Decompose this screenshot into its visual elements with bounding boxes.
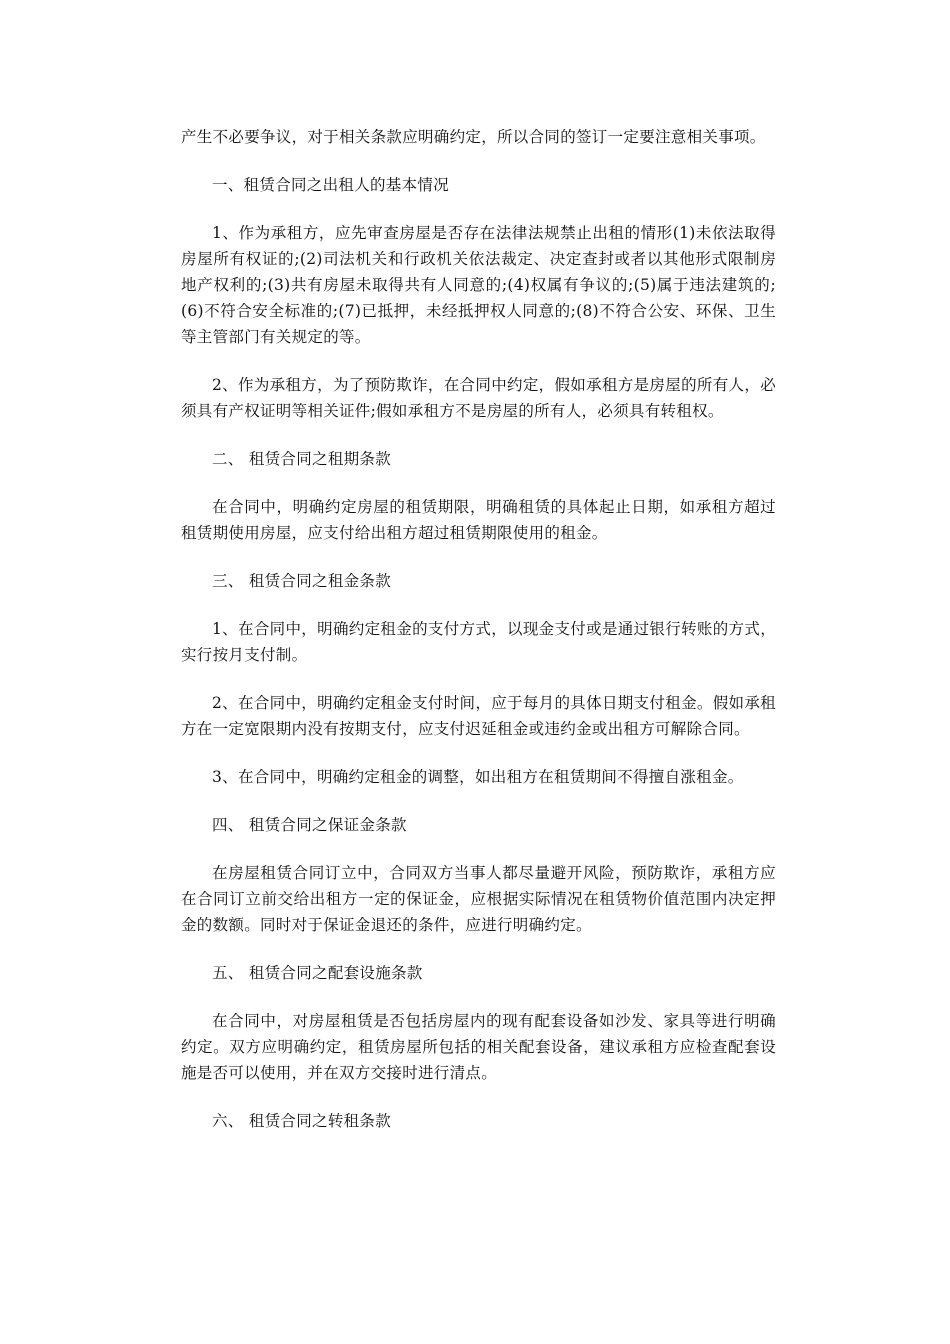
section-heading-3: 三、 租赁合同之租金条款 <box>212 572 392 590</box>
section-heading-4: 四、 租赁合同之保证金条款 <box>212 816 407 834</box>
body-paragraph: 在合同中，对房屋租赁是否包括房屋内的现有配套设备如沙发、家具等进行明确约定。双方应明确约定，租赁房屋所包括的相关配套设备，建议承租方应检查配套设施是否可以使用，并在双方交接时进行清点。 <box>181 1012 776 1082</box>
body-paragraph: 在合同中，明确约定房屋的租赁期限，明确租赁的具体起止日期，如承租方超过租赁期使用房屋，应支付给出租方超过租赁期限使用的租金。 <box>181 498 776 542</box>
body-paragraph: 2、在合同中，明确约定租金支付时间，应于每月的具体日期支付租金。假如承租方在一定宽限期内没有按期支付，应支付迟延租金或违约金或出租方可解除合同。 <box>181 694 776 738</box>
body-paragraph: 2、作为承租方，为了预防欺诈，在合同中约定，假如承租方是房屋的所有人，必须具有产权证明等相关证件;假如承租方不是房屋的所有人，必须具有转租权。 <box>181 376 776 420</box>
body-paragraph: 在房屋租赁合同订立中，合同双方当事人都尽量避开风险，预防欺诈，承租方应在合同订立前交给出租方一定的保证金，应根据实际情况在租赁物价值范围内决定押金的数额。同时对于保证金退还的条件，应进行明确约定。 <box>181 864 776 934</box>
body-paragraph: 1、作为承租方，应先审查房屋是否存在法律法规禁止出租的情形(1)未依法取得房屋所有权证的;(2)司法机关和行政机关依法裁定、决定查封或者以其他形式限制房地产权利的;(3)共有房屋未取得共有人同意的;(4)权属有争议的;(5)属于违法建筑的;(6)不符合安全标准的;(7)已抵押，未经抵押权人同意的;(8)不符合公安、环保、卫生等主管部门有关规定的等。 <box>181 224 776 346</box>
section-heading-6: 六、 租赁合同之转租条款 <box>212 1112 392 1130</box>
document-page <box>181 124 776 1156</box>
section-heading-2: 二、 租赁合同之租期条款 <box>212 450 392 468</box>
section-heading-5: 五、 租赁合同之配套设施条款 <box>212 964 423 982</box>
body-paragraph: 3、在合同中，明确约定租金的调整，如出租方在租赁期间不得擅自涨租金。 <box>212 768 744 786</box>
section-heading-1: 一、租赁合同之出租人的基本情况 <box>212 176 450 194</box>
intro-paragraph: 产生不必要争议，对于相关条款应明确约定，所以合同的签订一定要注意相关事项。 <box>181 128 766 146</box>
body-paragraph: 1、在合同中，明确约定租金的支付方式，以现金支付或是通过银行转账的方式，实行按月支付制。 <box>181 620 776 664</box>
